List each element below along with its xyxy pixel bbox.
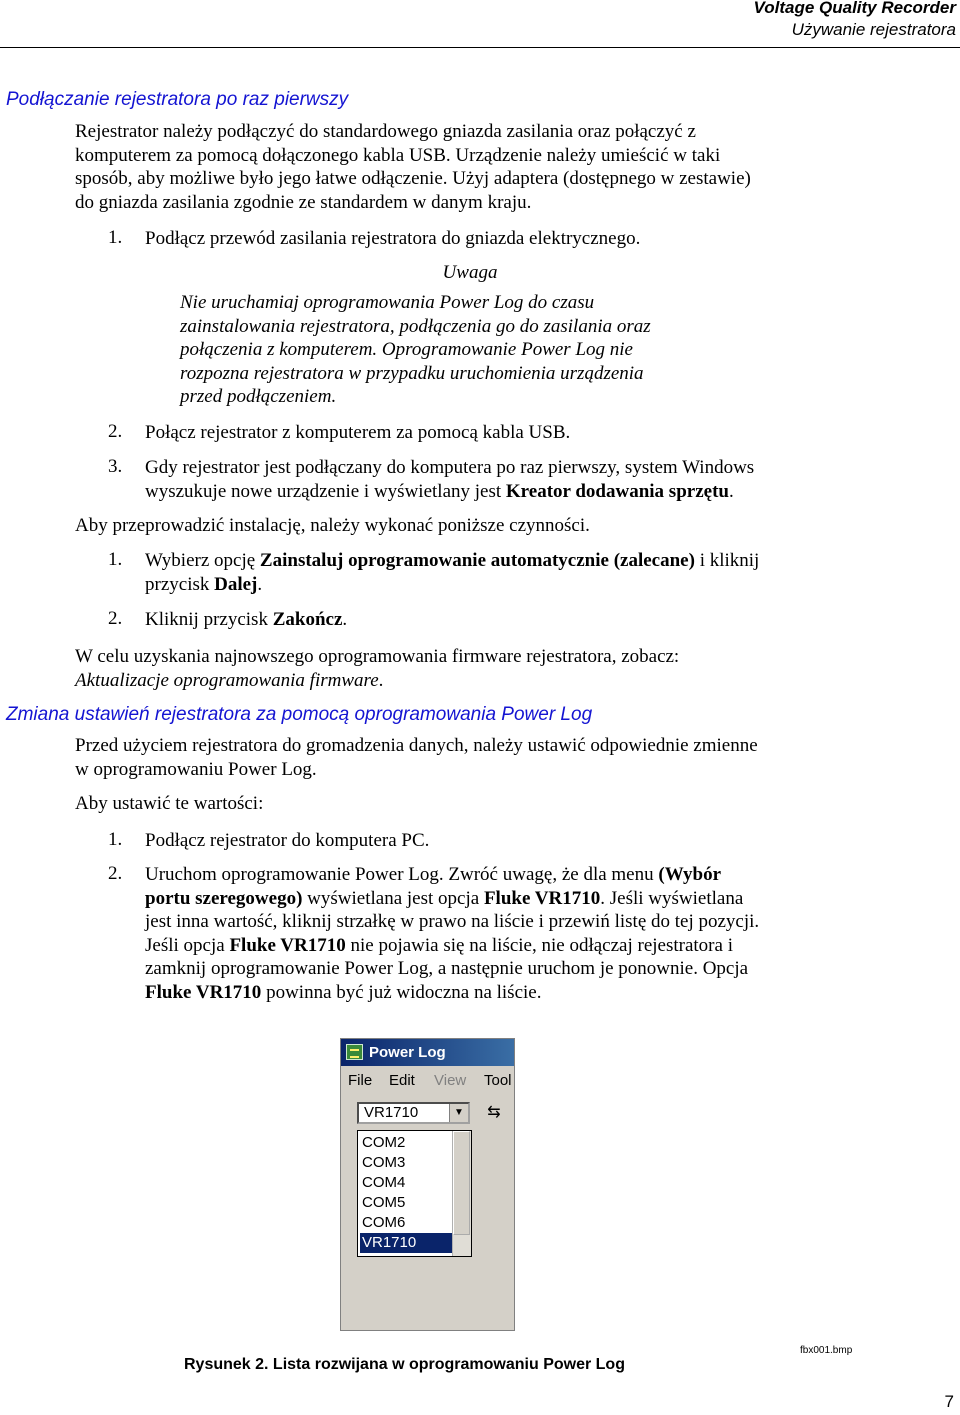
port-option[interactable]: COM2	[362, 1134, 406, 1151]
page-number: 7	[944, 1392, 954, 1411]
text: .	[728, 480, 734, 502]
bold-text: Zakończ	[272, 609, 343, 630]
intro-line: do gniazda zasilania zgodnie ze standardem w danym kraju.	[75, 191, 532, 213]
text: Wybierz opcję	[145, 550, 260, 571]
port-select-value: VR1710	[364, 1104, 419, 1121]
step-text	[145, 456, 865, 503]
menu-tool[interactable]: Tool	[484, 1072, 512, 1089]
header-rule	[0, 47, 960, 48]
note-line: połączenia z komputerem. Oprogramowanie Power Log nie	[180, 339, 633, 360]
text-line: Przed użyciem rejestratora do gromadzenia danych, należy ustawić odpowiednie zmienne	[75, 735, 758, 756]
port-option[interactable]: COM6	[362, 1214, 406, 1231]
intro-line: Rejestrator należy podłączyć do standardowego gniazda zasilania oraz połączyć z	[75, 121, 696, 142]
doc-title: Voltage Quality Recorder	[753, 0, 956, 17]
section-heading-change-settings: Zmiana ustawień rejestratora za pomocą oprogramowania Power Log	[6, 704, 593, 725]
power-log-window	[340, 1038, 515, 1331]
note-line: przed podłączeniem.	[180, 386, 337, 407]
step-text	[145, 863, 865, 1004]
firmware-link[interactable]: Aktualizacje oprogramowania firmware	[75, 669, 379, 691]
window-titlebar[interactable]	[341, 1039, 514, 1066]
note-body	[180, 291, 760, 409]
dropdown-scrollbar[interactable]	[452, 1131, 471, 1256]
text: wyszukuje nowe urządzenie i wyświetlany jest	[145, 480, 506, 502]
text: przycisk	[145, 573, 215, 595]
step-line	[145, 573, 865, 597]
intro-line: komputerem za pomocą dołączonego kabla USB. Urządzenie należy umieścić w taki	[75, 144, 721, 166]
text-line: W celu uzyskania najnowszego oprogramowania firmware rejestratora, zobacz:	[75, 646, 680, 667]
dropdown-arrow-icon[interactable]: ▼	[449, 1104, 468, 1122]
text: .	[378, 669, 384, 691]
text: .	[342, 609, 348, 630]
menu-edit[interactable]: Edit	[389, 1072, 415, 1089]
set-values-text: Aby ustawić te wartości:	[75, 793, 264, 814]
text-line: w oprogramowaniu Power Log.	[75, 758, 317, 780]
firmware-paragraph	[75, 645, 875, 692]
step-line	[145, 887, 865, 911]
step-line: jest inna wartość, kliknij strzałkę w prawo na liście i przewiń listę do tej pozycji.	[145, 911, 760, 932]
bold-text: Fluke VR1710	[483, 887, 601, 909]
step-line	[145, 981, 865, 1005]
text: Jeśli opcja	[145, 934, 230, 956]
step-line	[145, 480, 865, 504]
menu-bar	[341, 1067, 514, 1095]
menu-file[interactable]: File	[348, 1072, 373, 1089]
text: Kliknij przycisk	[145, 609, 273, 630]
port-option[interactable]: COM3	[362, 1154, 406, 1171]
step-number: 2.	[108, 863, 123, 884]
menu-view[interactable]: View	[434, 1072, 467, 1089]
step-line: zamknij oprogramowanie Power Log, a następnie uruchom je ponownie. Opcja	[145, 958, 749, 979]
step-text	[145, 549, 865, 596]
step-text: Połącz rejestrator z komputerem za pomocą kabla USB.	[145, 422, 571, 443]
connect-tool-icon[interactable]: ⇆	[487, 1104, 501, 1121]
step-number: 2.	[108, 608, 123, 629]
intro-paragraph	[75, 120, 875, 214]
note-line: rozpozna rejestratora w przypadku uruchomienia urządzenia	[180, 362, 644, 384]
bold-text: Dalej	[214, 573, 258, 595]
app-icon	[346, 1044, 363, 1060]
note-line: Nie uruchamiaj oprogramowania Power Log do czasu	[180, 292, 595, 313]
port-option[interactable]: COM4	[362, 1174, 406, 1191]
step-text: Podłącz rejestrator do komputera PC.	[145, 830, 430, 851]
text-line	[75, 669, 875, 693]
section2-intro	[75, 734, 875, 781]
note-title: Uwaga	[442, 262, 498, 283]
text: wyświetlana jest opcja	[302, 887, 484, 909]
step-line	[145, 863, 865, 887]
section-heading-first-connection: Podłączanie rejestratora po raz pierwszy	[6, 89, 349, 110]
text: Uruchom oprogramowanie Power Log. Zwróć uwagę, że dla menu	[145, 864, 659, 885]
bold-text: Zainstaluj oprogramowanie automatycznie (zalecane)	[259, 550, 695, 571]
step-text	[145, 608, 865, 632]
bold-text: (Wybór	[658, 864, 721, 885]
bold-text: Fluke VR1710	[229, 934, 346, 956]
port-select[interactable]	[357, 1102, 470, 1124]
bold-text: Fluke VR1710	[145, 981, 262, 1003]
text: powinna być już widoczna na liście.	[261, 981, 542, 1003]
text: i kliknij	[694, 550, 760, 571]
text: .	[257, 573, 263, 595]
note-line: zainstalowania rejestratora, podłączenia go do zasilania oraz	[180, 315, 651, 337]
step-line	[145, 549, 865, 573]
step-number: 2.	[108, 421, 123, 442]
scrollbar-thumb[interactable]	[453, 1131, 470, 1235]
step-text: Podłącz przewód zasilania rejestratora do gniazda elektrycznego.	[145, 228, 641, 249]
step-line	[145, 934, 865, 958]
install-intro: Aby przeprowadzić instalację, należy wykonać poniższe czynności.	[75, 515, 590, 536]
bold-text: Kreator dodawania sprzętu	[505, 480, 729, 502]
step-number: 1.	[108, 549, 123, 570]
doc-subtitle: Używanie rejestratora	[791, 20, 956, 39]
step-number: 1.	[108, 227, 123, 248]
window-title: Power Log	[369, 1044, 446, 1061]
port-option-selected[interactable]: VR1710	[360, 1233, 454, 1253]
step-line: Gdy rejestrator jest podłączany do komputera po raz pierwszy, system Windows	[145, 457, 755, 478]
port-option[interactable]: COM5	[362, 1194, 406, 1211]
step-number: 3.	[108, 456, 123, 477]
port-dropdown-list	[357, 1130, 472, 1257]
intro-line: sposób, aby możliwe było jego łatwe odłączenie. Użyj adaptera (dostępnego w zestawie)	[75, 168, 751, 189]
bold-text: portu szeregowego)	[145, 887, 303, 909]
text: . Jeśli wyświetlana	[600, 887, 744, 909]
text: nie pojawia się na liście, nie odłączaj rejestratora i	[345, 934, 733, 956]
figure-file-ref: fbx001.bmp	[800, 1345, 853, 1356]
figure-caption: Rysunek 2. Lista rozwijana w oprogramowaniu Power Log	[184, 1356, 625, 1373]
step-number: 1.	[108, 829, 123, 850]
